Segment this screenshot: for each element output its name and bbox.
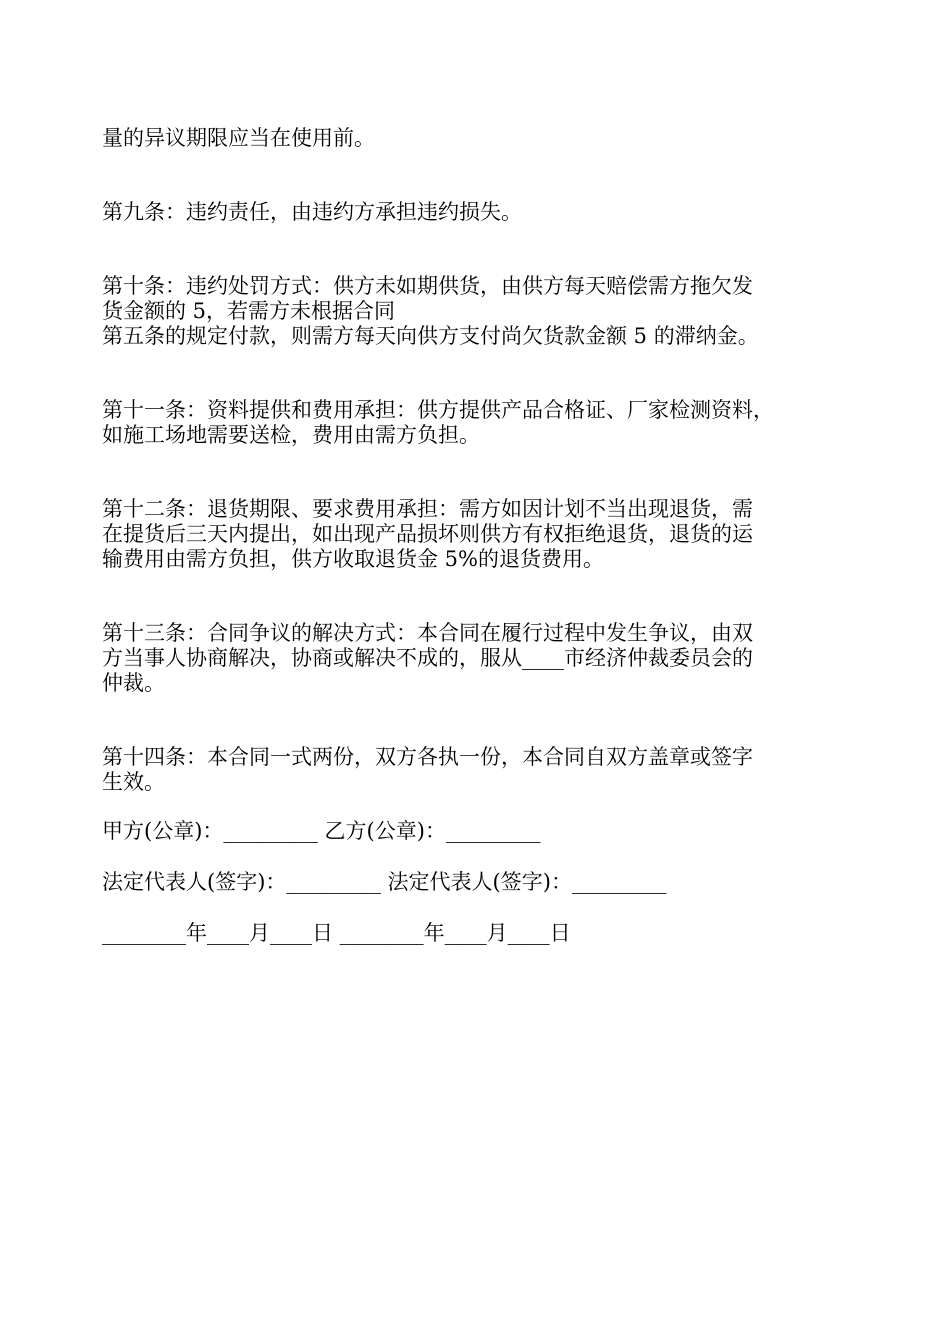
clause-14-line-2: 生效。 bbox=[102, 770, 165, 794]
clause-10-line-2: 货金额的 5，若需方未根据合同 bbox=[102, 299, 396, 323]
clause-10-line-3: 第五条的规定付款，则需方每天向供方支付尚欠货款金额 5 的滞纳金。 bbox=[102, 324, 759, 348]
clause-14-line-1: 第十四条：本合同一式两份，双方各执一份，本合同自双方盖章或签字 bbox=[102, 745, 753, 769]
clause-9: 第九条：违约责任，由违约方承担违约损失。 bbox=[102, 200, 522, 224]
clause-10-line-1: 第十条：违约处罚方式：供方未如期供货，由供方每天赔偿需方拖欠发 bbox=[102, 274, 753, 298]
clause-13-line-2: 方当事人协商解决，协商或解决不成的，服从____市经济仲裁委员会的 bbox=[102, 646, 753, 670]
clause-11-line-1: 第十一条：资料提供和费用承担：供方提供产品合格证、厂家检测资料， bbox=[102, 398, 774, 422]
signature-line: 法定代表人(签字)：_________ 法定代表人(签字)：_________ bbox=[102, 870, 667, 894]
clause-12-line-3: 输费用由需方负担，供方收取退货金 5%的退货费用。 bbox=[102, 547, 604, 571]
clause-11-line-2: 如施工场地需要送检，费用由需方负担。 bbox=[102, 423, 480, 447]
clause-12-line-1: 第十二条：退货期限、要求费用承担：需方如因计划不当出现退货，需 bbox=[102, 497, 753, 521]
clause-13-line-1: 第十三条：合同争议的解决方式：本合同在履行过程中发生争议，由双 bbox=[102, 621, 753, 645]
date-line: ________年____月____日 ________年____月____日 bbox=[102, 921, 571, 945]
clause-13-line-3: 仲裁。 bbox=[102, 671, 165, 695]
clause-8-tail: 量的异议期限应当在使用前。 bbox=[102, 126, 375, 150]
clause-12-line-2: 在提货后三天内提出，如出现产品损坏则供方有权拒绝退货，退货的运 bbox=[102, 522, 753, 546]
seal-line: 甲方(公章)：_________ 乙方(公章)：_________ bbox=[102, 819, 541, 843]
